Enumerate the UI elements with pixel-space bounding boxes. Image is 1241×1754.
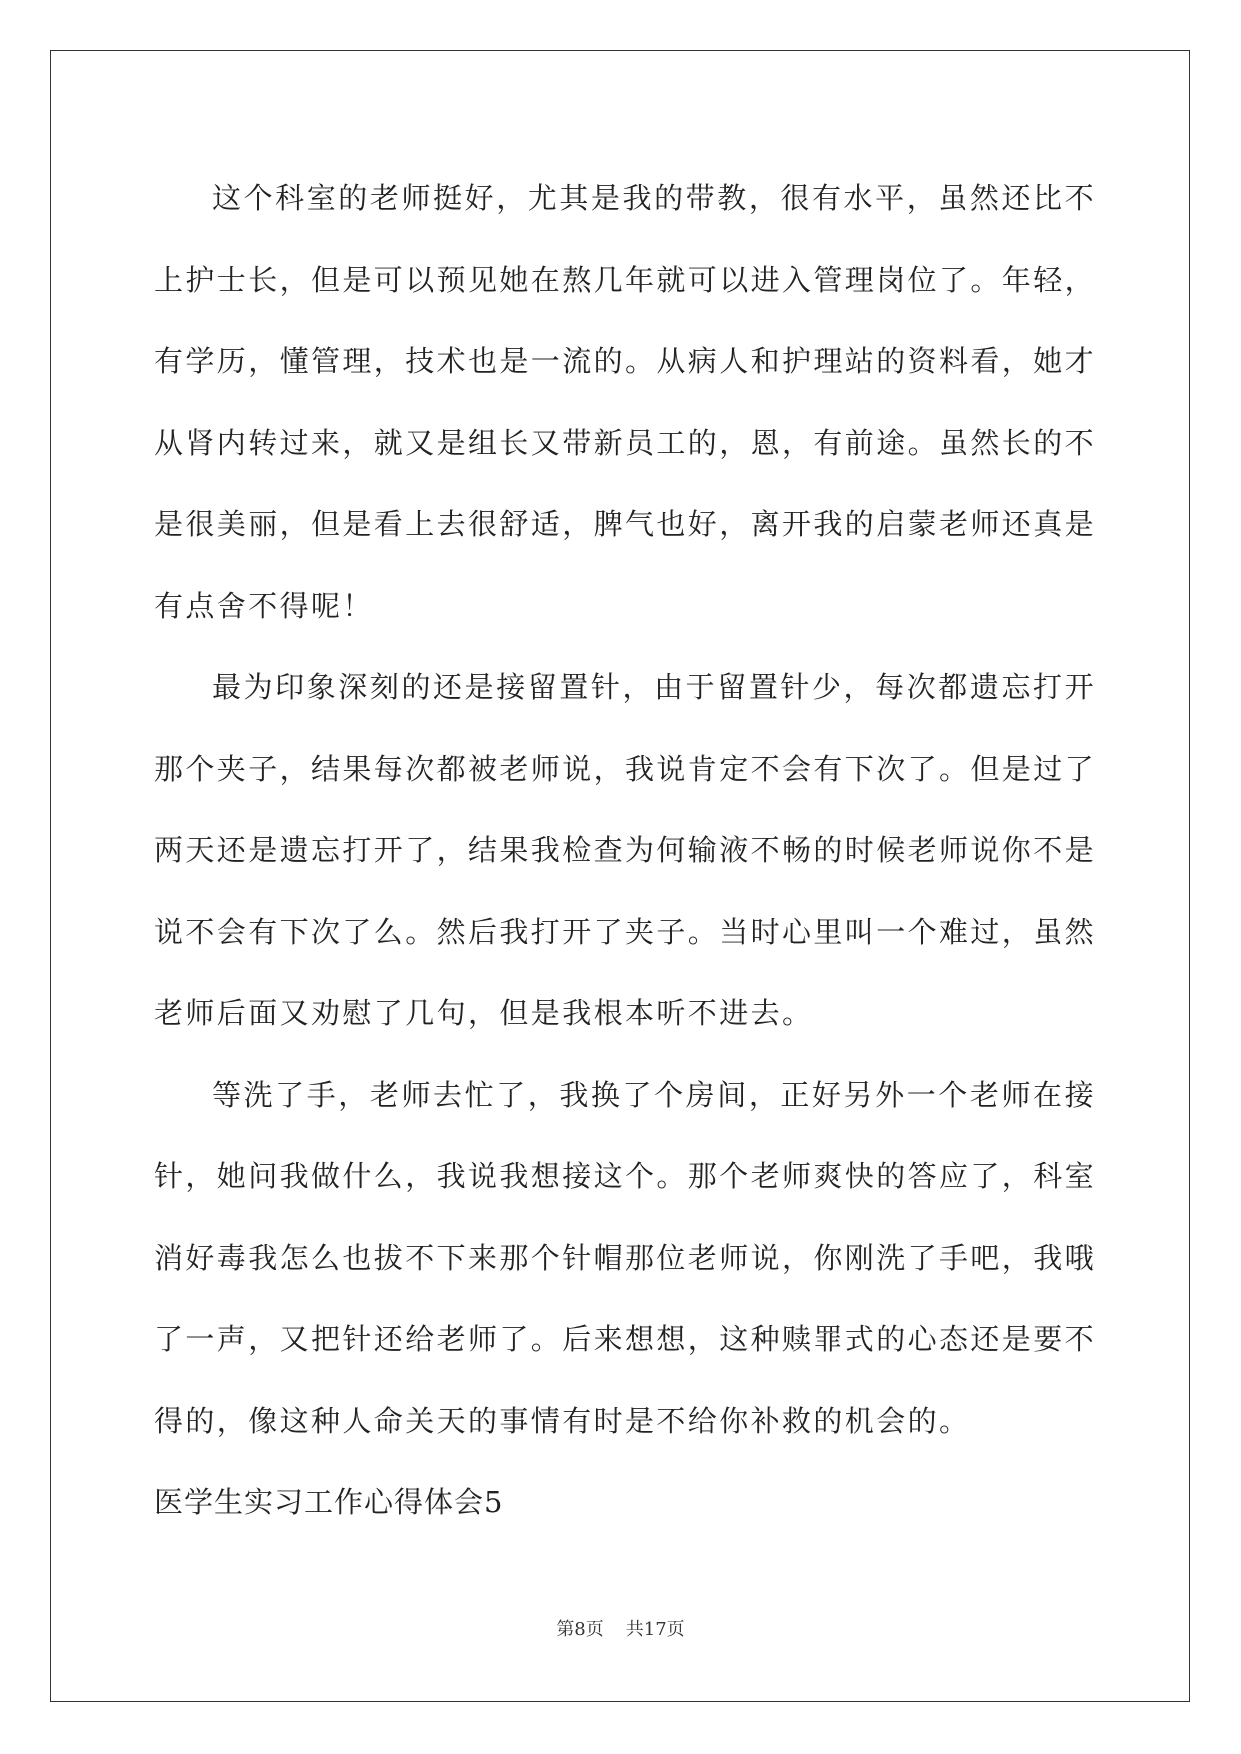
page-footer [0, 1618, 1241, 1642]
document-body [154, 158, 1096, 1544]
page-number: 第8页 [556, 1619, 604, 1640]
page-total: 共17页 [625, 1619, 685, 1640]
paragraph-1: 这个科室的老师挺好，尤其是我的带教，很有水平，虽然还比不上护士长，但是可以预见她在熬几年就可以进入管理岗位了。年轻，有学历，懂管理，技术也是一流的。从病人和护理站的资料看，她才从肾内转过来，就又是组长又带新员工的，恩，有前途。虽然长的不是很美丽，但是看上去很舒适，脾气也好，离开我的启蒙老师还真是有点舍不得呢！ [154, 181, 1097, 623]
paragraph-3: 等洗了手，老师去忙了，我换了个房间，正好另外一个老师在接针，她问我做什么，我说我想接这个。那个老师爽快的答应了，科室消好毒我怎么也拔不下来那个针帽那位老师说，你刚洗了手吧，我哦了一声，又把针还给老师了。后来想想，这种赎罪式的心态还是要不得的，像这种人命关天的事情有时是不给你补救的机会的。 [154, 1077, 1097, 1438]
section-heading: 医学生实习工作心得体会5 [154, 1485, 504, 1519]
paragraph-2: 最为印象深刻的还是接留置针，由于留置针少，每次都遗忘打开那个夹子，结果每次都被老师说，我说肯定不会有下次了。但是过了两天还是遗忘打开了，结果我检查为何输液不畅的时候老师说你不是说不会有下次了么。然后我打开了夹子。当时心里叫一个难过，虽然老师后面又劝慰了几句，但是我根本听不进去。 [154, 670, 1097, 1030]
